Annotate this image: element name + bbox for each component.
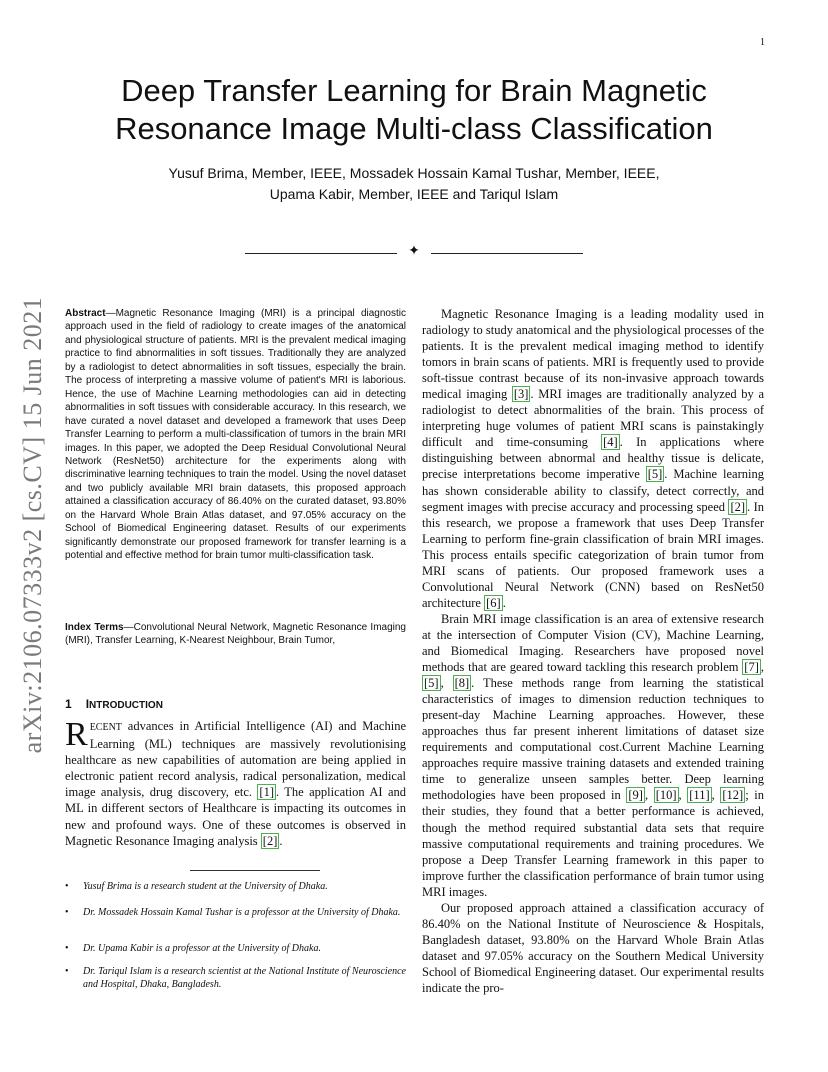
abstract-label: Abstract	[65, 308, 106, 319]
footnote-text: Yusuf Brima is a research student at the University of Dhaka.	[83, 881, 328, 892]
title-line-1: Deep Transfer Learning for Brain Magnetic	[121, 73, 707, 108]
abstract	[65, 307, 406, 563]
index-terms-text: —Convolutional Neural Network, Magnetic Resonance Imaging (MRI), Transfer Learning, K-Nearest Neighbour, Brain Tumor,	[65, 622, 406, 647]
title-separator	[245, 243, 583, 260]
separator-left-rule	[245, 253, 397, 254]
footnote-bullet: •	[65, 943, 69, 954]
footnote-text: Dr. Upama Kabir is a professor at the University of Dhaka.	[83, 943, 321, 954]
citation-link[interactable]: [10]	[655, 788, 677, 803]
section-title-initial: I	[85, 697, 90, 711]
citation-link[interactable]: [1]	[259, 785, 274, 800]
body-text: ; in their studies, they found that a better performance is achieved, though the method required substantial data sets that require massive computational requirements and training procedures. We propose a Deep Transfer Learning framework in this paper to improve further the classification performance of brain tumor using MRI images.	[422, 788, 765, 899]
body-text: ,	[760, 660, 764, 675]
intro-paragraph	[65, 718, 406, 849]
body-paragraph-3: Our proposed approach attained a classification accuracy of 86.40% on the National Institute of Neuroscience & Hospitals, Bangladesh dataset, 93.80% on the Harvard Whole Brain Atlas dataset and 97.05% accuracy on the Southern Medical University School of Biomedical Engineering dataset. Our experimental results indicate the pro-	[422, 900, 764, 995]
footnote-item	[65, 943, 406, 956]
authors-line-1: Yusuf Brima, Member, IEEE, Mossadek Hossain Kamal Tushar, Member, IEEE,	[168, 165, 660, 181]
citation-link[interactable]: [2]	[262, 833, 278, 848]
citation-link[interactable]: [3]	[513, 387, 529, 402]
citation-link[interactable]: [7]	[744, 660, 759, 675]
separator-ornament: ✦	[408, 243, 420, 259]
body-paragraph-1	[422, 306, 764, 611]
body-text: . These methods range from learning the statistical characteristics of images to dimension reduction techniques to present-day Machine Learning approaches. However, these approaches thus far present inherent limitations of dataset size requirements and computational cost.Current Machine Learning approaches require massive training datasets and extended training time to generalize unseen samples better. Deep learning methodologies have been proposed in	[422, 676, 764, 803]
footnote-text: Dr. Mossadek Hossain Kamal Tushar is a professor at the University of Dhaka.	[83, 907, 401, 918]
title-line-2: Resonance Image Multi-class Classification	[115, 111, 713, 146]
page-number: 1	[760, 37, 765, 48]
authors-line-2: Upama Kabir, Member, IEEE and Tariqul Islam	[269, 186, 559, 202]
authors	[60, 163, 768, 205]
right-column	[422, 306, 764, 996]
citation-link[interactable]: [6]	[486, 595, 501, 610]
body-text: . Machine learning has shown considerable ability to classify, detect correctly, and segment images with precise accuracy and processing speed	[422, 467, 764, 514]
citation-link[interactable]: [9]	[628, 788, 643, 803]
intro-text-3: .	[279, 833, 283, 848]
footnote-rule	[190, 870, 320, 871]
body-text: . In applications where distinguishing between abnormal and healthy tissue is delicate, precise interpretations become imperative	[422, 435, 764, 482]
footnote-bullet: •	[65, 907, 69, 918]
footnote-item	[65, 907, 406, 920]
index-terms	[65, 621, 406, 648]
footnote-bullet: •	[65, 966, 69, 977]
citation-link[interactable]: [5]	[647, 467, 663, 482]
arxiv-identifier[interactable]: arXiv:2106.07333v2 [cs.CV] 15 Jun 2021	[18, 296, 47, 754]
intro-text-2: . The application AI and ML in different sectors of Healthcare is impacting its outcomes in new and profound ways. One of these outcomes is observed in Magnetic Resonance Imaging analysis	[65, 785, 406, 848]
section-number: 1	[65, 697, 72, 711]
body-text: Brain MRI image classification is an area of extensive research at the intersection of Computer Vision (CV), Machine Learning, and Biomedical Imaging. Researchers have proposed novel methods that are geared toward tackling this research problem	[422, 611, 764, 675]
body-text: .	[502, 595, 506, 610]
citation-link[interactable]: [11]	[689, 788, 710, 803]
footnote-bullet: •	[65, 881, 69, 892]
section-heading	[65, 697, 163, 711]
citation-link[interactable]: [12]	[722, 788, 744, 803]
body-text: ,	[644, 788, 654, 803]
body-text: ,	[711, 788, 721, 803]
body-text: Magnetic Resonance Imaging is a leading modality used in radiology to study anatomical and the physiological processes of the patients. It is the prevalent medical imaging method to identify tomors in brain scans of patients. MRI is frequently used to provide soft-tissue contrast because of its non-invasive approach towards medical imaging	[422, 307, 764, 402]
footnote-item	[65, 966, 406, 991]
drop-cap: R	[65, 716, 88, 753]
citation-link[interactable]: [2]	[730, 499, 746, 514]
body-text: ,	[440, 676, 453, 691]
separator-right-rule	[431, 253, 583, 254]
body-text: . In this research, we propose a framework that uses Deep Transfer Learning to perform fine-grain classification of brain MRI images. This process entails specific categorization of brain tumor from MRI scans of patients. Our proposed framework uses a Convolutional Neural Network (CNN) based on ResNet50 architecture	[422, 499, 764, 610]
citation-link[interactable]: [4]	[603, 435, 618, 450]
footnote-item	[65, 881, 406, 894]
body-text: . MRI images are traditionally analyzed by a radiologist to detect abnormalities of the brain. This process of interpreting huge volumes of patient MRI scans is painstakingly difficult and time-consuming	[422, 387, 765, 450]
body-text: ,	[678, 788, 688, 803]
intro-text-1: advances in Artificial Intelligence (AI) and Machine Learning (ML) techniques are massively revolutionising healthcare as new capabilities of automation are being applied in electronic patient record analysis, radical personalization, medical image analysis, drug discovery, etc.	[65, 719, 406, 800]
arxiv-sidebar	[8, 290, 58, 760]
abstract-text: —Magnetic Resonance Imaging (MRI) is a principal diagnostic approach used in the field of radiology to create images of the anatomical and physiological structure of patients. MRI is the prevalent medical imaging practice to find abnormalities in soft tissues. Traditionally they are analyzed by a radiologist to detect abnormalities in soft tissues, especially the brain. The process of interpreting a massive volume of patient's MRI is laborious. Hence, the use of Machine Learning methodologies can aid in detecting abnormalities in soft tissues with considerable accuracy. In this research, we have curated a novel dataset and developed a framework that uses Deep Transfer Learning to perform a multi-classification of tumors in the brain MRI images. In this paper, we adopted the Deep Residual Convolutional Neural Network (ResNet50) architecture for the experiments along with discriminative learning techniques to train the model. Using the novel dataset and two publicly available MRI brain datasets, this proposed approach attained a classification accuracy of 86.40% on the curated dataset, 93.80% on the Harvard Whole Brain Atlas dataset, and 97.05% accuracy on the School of Biomedical Engineering dataset. Results of our experiments significantly demonstrate our proposed framework for transfer learning is a potential and effective method for brain tumor multi-classification task.	[65, 308, 406, 562]
intro-smallcaps: ECENT	[89, 722, 122, 733]
footnote-text: Dr. Tariqul Islam is a research scientist at the National Institute of Neuroscience and Hospital, Dhaka, Bangladesh.	[83, 966, 406, 990]
body-paragraph-2	[422, 611, 764, 900]
citation-link[interactable]: [5]	[424, 676, 439, 691]
citation-link[interactable]: [8]	[454, 676, 470, 691]
section-title-rest: NTRODUCTION	[89, 700, 163, 711]
paper-title	[60, 72, 768, 148]
index-terms-label: Index Terms	[65, 622, 124, 633]
